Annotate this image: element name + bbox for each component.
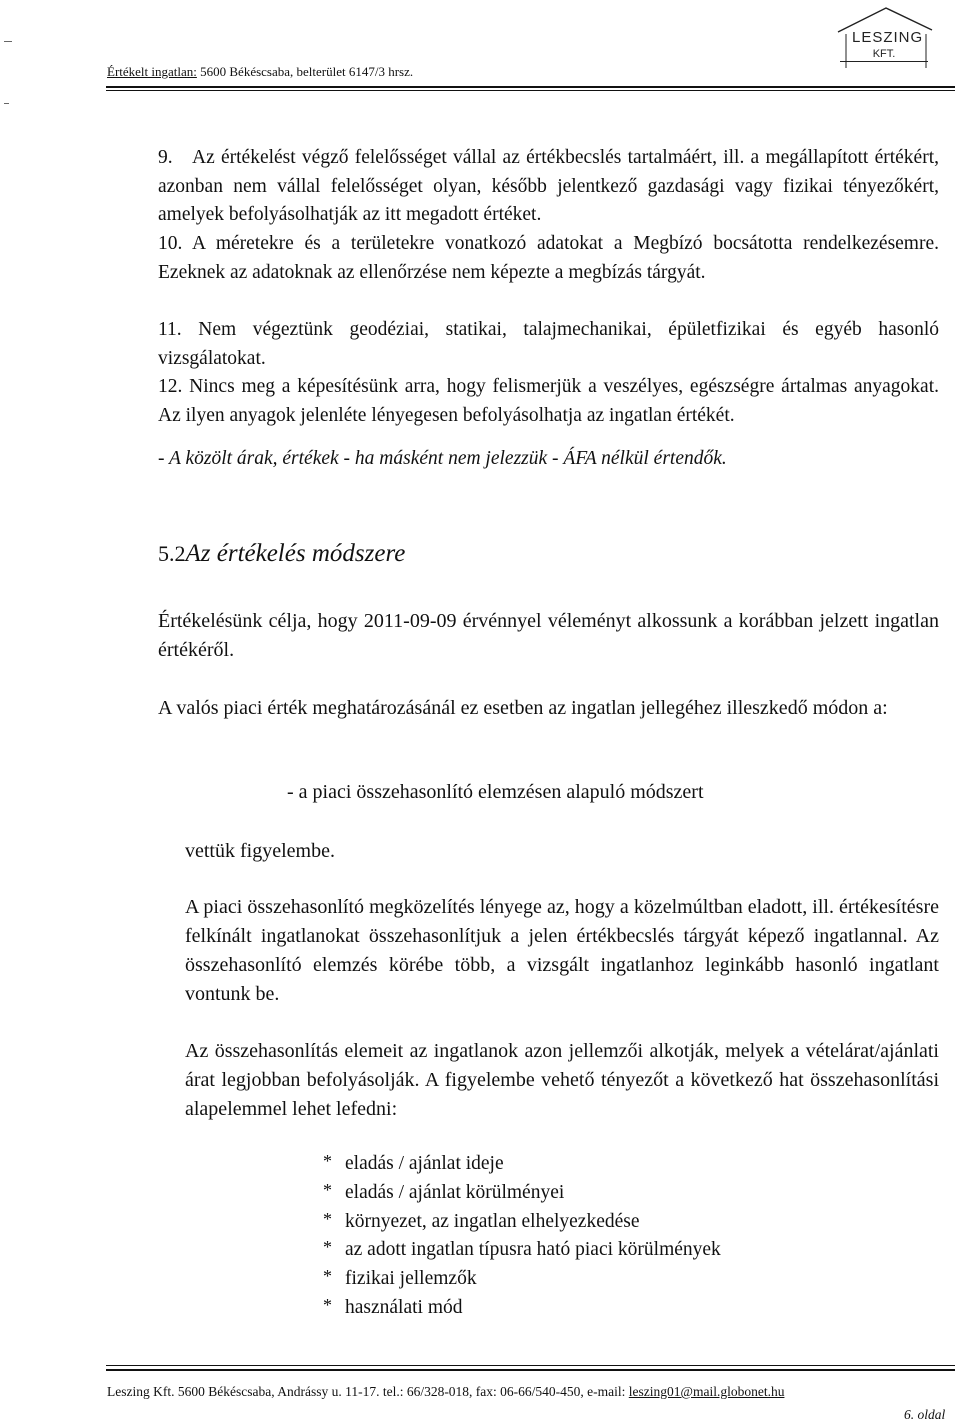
header-property-label: Értékelt ingatlan: xyxy=(107,64,197,79)
list-item-label: fizikai jellemzők xyxy=(345,1268,477,1290)
footer-email-link[interactable]: leszing01@mail.globonet.hu xyxy=(628,1384,785,1399)
header-property xyxy=(107,64,413,80)
footer-contact xyxy=(107,1384,784,1400)
page-number: 6. oldal xyxy=(904,1407,946,1422)
section-heading xyxy=(158,540,405,568)
item-10-text: 10. A méretekre és a területekre vonatkozó adatokat a Megbízó bocsátotta rendelkezésemre. Ezeknek az adatoknak az ellenőrzése nem képezte a megbízás tárgyát. xyxy=(158,233,939,283)
list-item-label: eladás / ajánlat ideje xyxy=(345,1153,504,1174)
margin-mark-top xyxy=(4,41,12,42)
asterisk-bullet-icon: * xyxy=(323,1151,332,1171)
logo-sub: KFT. xyxy=(840,48,928,62)
asterisk-bullet-icon: * xyxy=(323,1266,332,1287)
list-item xyxy=(323,1294,721,1323)
list-item xyxy=(323,1265,721,1294)
item-9-text: Az értékelést végző felelősséget vállal az értékbecslés tartalmáért, ill. a megállapított értékért, azonban nem vállal felelősséget olyan, később jelentkező gazdasági vagy fizikai tényezőkért, amelyek befolyásolhatják az itt megadott értéket. xyxy=(158,147,939,226)
header-property-value: 5600 Békéscsaba, belterület 6147/3 hrsz. xyxy=(196,64,414,79)
paragraph-purpose: Értékelésünk célja, hogy 2011-09-09 érvénnyel véleményt alkossunk a korábban jelzett ingatlan értékéről. xyxy=(158,610,939,661)
item-9-number: 9. xyxy=(158,147,173,168)
asterisk-bullet-icon: * xyxy=(323,1294,332,1315)
item-11-text: 11. Nem végeztünk geodéziai, statikai, talajmechanikai, épületfizikai és egyéb hasonló vizsgálatokat. xyxy=(158,319,939,369)
list-item-label: az adott ingatlan típusra ható piaci körülmények xyxy=(345,1239,721,1261)
list-item xyxy=(323,1179,721,1208)
company-logo xyxy=(828,6,940,70)
list-item xyxy=(323,1236,721,1265)
header-rule-thin xyxy=(106,90,955,91)
considered-line: vettük figyelembe. xyxy=(185,840,335,862)
paragraph-elements: Az összehasonlítás elemeit az ingatlanok azon jellemzői alkotják, melyek a vételárat/ajánlati árat legjobban befolyásolják. A figyelembe vehető tényezőt a következő hat összehasonlítási alapelemmel lehet lefedni: xyxy=(185,1040,939,1120)
list-item xyxy=(323,1150,721,1179)
factor-list xyxy=(323,1150,721,1323)
footer-rule xyxy=(106,1369,955,1371)
asterisk-bullet-icon: * xyxy=(323,1179,332,1200)
list-item xyxy=(323,1208,721,1237)
vat-note: - A közölt árak, értékek - ha másként nem jelezzük - ÁFA nélkül értendők. xyxy=(158,448,727,469)
method-line: - a piaci összehasonlító elemzésen alapuló módszert xyxy=(287,781,704,803)
section-number: 5.2 xyxy=(158,541,186,566)
section-title: Az értékelés módszere xyxy=(185,540,406,567)
asterisk-bullet-icon: * xyxy=(323,1237,332,1258)
paragraph-method-intro: A valós piaci érték meghatározásánál ez esetben az ingatlan jellegéhez illeszkedő módon a: xyxy=(158,697,888,719)
logo-name: LESZING xyxy=(852,29,924,46)
footer-rule-thin xyxy=(106,1365,955,1366)
list-item-label: használati mód xyxy=(345,1296,463,1318)
item-12-text: 12. Nincs meg a képesítésünk arra, hogy felismerjük a veszélyes, egészségre ártalmas anyagokat. Az ilyen anyagok jelenléte lényegesen befolyásolhatja az ingatlan értékét. xyxy=(158,376,939,426)
paragraph-comparison: A piaci összehasonlító megközelítés lényege az, hogy a közelmúltban eladott, ill. értékesítésre felkínált ingatlanokat összehasonlítjuk a jelen értékbecslés tárgyát képező ingatlannal. Az összehasonlító elemzés körébe több, a vizsgált ingatlanhoz leginkább hasonló ingatlant vontunk be. xyxy=(185,896,939,1005)
list-item-label: eladás / ajánlat körülményei xyxy=(345,1181,565,1203)
asterisk-bullet-icon: * xyxy=(323,1208,332,1229)
footer-contact-text: Leszing Kft. 5600 Békéscsaba, Andrássy u. 11-17. tel.: 66/328-018, fax: 06-66/540-450, e-mail: xyxy=(107,1384,629,1399)
list-item-label: környezet, az ingatlan elhelyezkedése xyxy=(345,1210,640,1232)
header-rule xyxy=(106,86,955,88)
margin-mark-bottom xyxy=(4,103,9,104)
